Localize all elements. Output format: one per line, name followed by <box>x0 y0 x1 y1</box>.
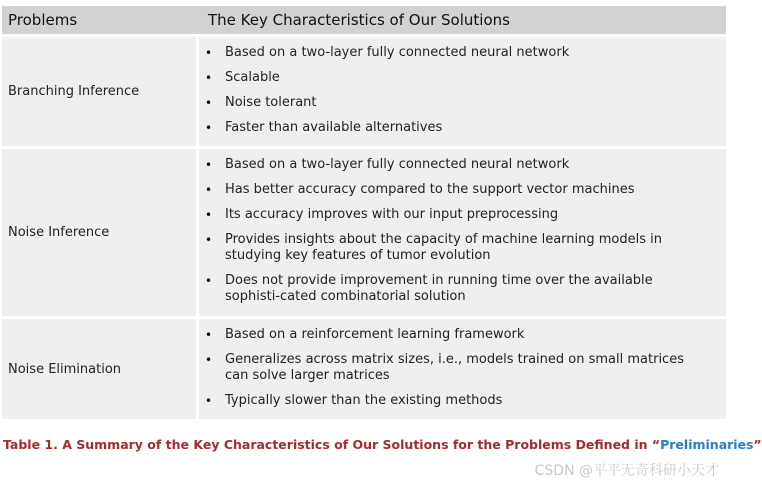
characteristics-table <box>2 6 726 422</box>
characteristic-text: Provides insights about the capacity of machine learning models in studying key features of tumor evolution <box>225 232 662 263</box>
table-row <box>2 319 726 419</box>
list-item <box>205 324 702 349</box>
bullet-icon: • <box>205 96 213 110</box>
characteristic-text: Based on a reinforcement learning framework <box>225 327 525 342</box>
bullet-icon: • <box>205 394 213 408</box>
characteristic-text: Has better accuracy compared to the support vector machines <box>225 182 635 197</box>
bullet-icon: • <box>205 183 213 197</box>
list-item <box>205 42 702 67</box>
characteristic-text: Noise tolerant <box>225 95 317 110</box>
characteristic-text: Faster than available alternatives <box>225 120 443 135</box>
problem-cell: Noise Inference <box>2 149 196 316</box>
list-item <box>205 92 702 117</box>
list-item <box>205 390 702 415</box>
bullet-list <box>205 324 702 415</box>
watermark: CSDN @平平无奇科研小天才 <box>534 463 719 479</box>
bullet-icon: • <box>205 233 213 247</box>
characteristic-text: Typically slower than the existing methods <box>225 393 503 408</box>
bullet-icon: • <box>205 71 213 85</box>
table-caption <box>3 437 762 452</box>
list-item <box>205 179 702 204</box>
bullet-list <box>205 154 702 311</box>
characteristic-text: Generalizes across matrix sizes, i.e., models trained on small matrices can solve larger matrices <box>225 352 684 383</box>
characteristics-cell <box>199 37 726 146</box>
list-item <box>205 204 702 229</box>
problem-cell: Branching Inference <box>2 37 196 146</box>
characteristic-text: Scalable <box>225 70 280 85</box>
characteristic-text: Its accuracy improves with our input preprocessing <box>225 207 559 222</box>
caption-text: Table 1. A Summary of the Key Characteristics of Our Solutions for the Problems Defined in “ <box>3 437 661 452</box>
bullet-list <box>205 42 702 142</box>
problem-cell: Noise Elimination <box>2 319 196 419</box>
characteristic-text: Based on a two-layer fully connected neural network <box>225 45 570 60</box>
bullet-icon: • <box>205 328 213 342</box>
bullet-icon: • <box>205 208 213 222</box>
list-item <box>205 349 702 390</box>
preliminaries-link[interactable]: Preliminaries <box>660 437 754 452</box>
table-row <box>2 37 726 146</box>
header-characteristics: The Key Characteristics of Our Solutions <box>208 11 510 29</box>
header-problems: Problems <box>8 11 78 29</box>
bullet-icon: • <box>205 353 213 367</box>
list-item <box>205 117 702 142</box>
bullet-icon: • <box>205 274 213 288</box>
characteristics-cell <box>199 319 726 419</box>
bullet-icon: • <box>205 121 213 135</box>
list-item <box>205 229 702 270</box>
list-item <box>205 67 702 92</box>
characteristic-text: Does not provide improvement in running time over the available sophisti-cated combinatorial solution <box>225 273 653 304</box>
table-header-row <box>2 6 726 34</box>
characteristics-cell <box>199 149 726 316</box>
characteristic-text: Based on a two-layer fully connected neural network <box>225 157 570 172</box>
list-item <box>205 270 702 311</box>
bullet-icon: • <box>205 46 213 60</box>
table-row <box>2 149 726 316</box>
bullet-icon: • <box>205 158 213 172</box>
list-item <box>205 154 702 179</box>
caption-closing-quote: ” <box>753 437 762 452</box>
